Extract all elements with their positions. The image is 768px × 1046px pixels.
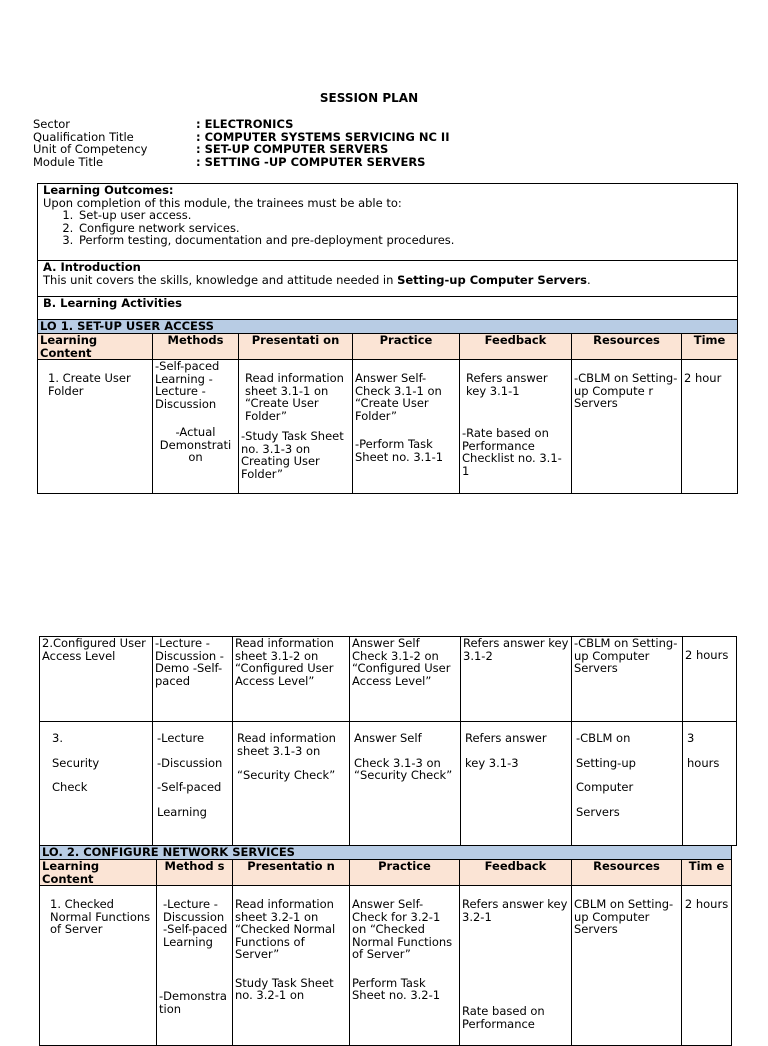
row-content: 3. Security Check <box>40 722 153 846</box>
table-row <box>40 722 737 846</box>
outcome-item: 1. Set-up user access. <box>77 209 732 222</box>
col-time: Time <box>682 334 738 360</box>
row-time: 2 hour <box>682 360 738 494</box>
col-methods: Methods <box>153 334 239 360</box>
row-content: 2.Configured User Access Level <box>40 637 153 722</box>
activities-heading: B. Learning Activities <box>43 296 182 310</box>
session-table-2 <box>39 636 737 846</box>
col-presentation: Presentatio n <box>233 860 350 886</box>
session-table-1 <box>37 183 738 494</box>
page-title: SESSION PLAN <box>319 91 419 105</box>
row-presentation: Read information sheet 3.1-1 on “Create User Folder” -Study Task Sheet no. 3.1-3 on Creating User Folder” <box>239 360 353 494</box>
col-resources: Resources <box>572 860 682 886</box>
col-feedback: Feedback <box>460 860 572 886</box>
introduction-heading: A. Introduction <box>43 260 141 274</box>
qualification-label: Qualification Title <box>33 130 134 144</box>
row-presentation: Read information sheet 3.1-2 on “Configured User Access Level” <box>233 637 350 722</box>
col-time: Tim e <box>682 860 732 886</box>
row-feedback: Refers answer key 3.1-1 -Rate based on Performance Checklist no. 3.1-1 <box>460 360 572 494</box>
row-time: 3 hours <box>683 722 737 846</box>
col-resources: Resources <box>572 334 682 360</box>
activities-cell <box>38 297 738 320</box>
row-resources: -CBLM on Setting-up Computer Servers <box>572 637 683 722</box>
row-content: 1. Checked Normal Functions of Server <box>40 886 157 1046</box>
table-row <box>40 886 732 1046</box>
row-resources: CBLM on Setting-up Computer Servers <box>572 886 682 1046</box>
row-feedback: Refers answer key 3.1-3 <box>461 722 572 846</box>
introduction-text: This unit covers the skills, knowledge and attitude needed in Setting-up Computer Servers. <box>43 272 591 287</box>
outcome-item: 3. Perform testing, documentation and pre-deployment procedures. <box>77 234 732 247</box>
outcome-item: 2. Configure network services. <box>77 222 732 235</box>
lo1-heading: LO 1. SET-UP USER ACCESS <box>38 320 738 334</box>
unit-label: Unit of Competency <box>33 142 148 156</box>
learning-outcomes-cell <box>38 184 738 261</box>
row-content: 1. Create User Folder <box>38 360 153 494</box>
module-value: : SETTING -UP COMPUTER SERVERS <box>196 155 426 169</box>
row-practice: Answer Self-Check for 3.2-1 on “Checked Normal Functions of Server” Perform Task Sheet no. 3.2-1 <box>350 886 460 1046</box>
row-methods: -Lecture -Discussion -Demo -Self-paced <box>153 637 233 722</box>
introduction-cell <box>38 261 738 297</box>
row-methods: -Self-paced Learning -Lecture -Discussion -Actual Demonstrati on <box>153 360 239 494</box>
row-time: 2 hours <box>683 637 737 722</box>
learning-outcomes-intro: Upon completion of this module, the trainees must be able to: <box>43 195 402 210</box>
col-practice: Practice <box>350 860 460 886</box>
module-label: Module Title <box>33 155 104 169</box>
row-practice: Answer Self Check 3.1-2 on “Configured User Access Level” <box>350 637 461 722</box>
sector-label: Sector <box>33 117 70 131</box>
row-presentation: Read information sheet 3.2-1 on “Checked Normal Functions of Server” Study Task Sheet no. 3.2-1 on <box>233 886 350 1046</box>
row-time: 2 hours <box>682 886 732 1046</box>
qualification-value: : COMPUTER SYSTEMS SERVICING NC II <box>196 130 450 144</box>
col-learning-content: Learning Content <box>38 334 153 360</box>
session-table-3 <box>39 845 732 1046</box>
row-feedback: Refers answer key 3.1-2 <box>461 637 572 722</box>
table-row <box>40 637 737 722</box>
learning-outcomes-heading: Learning Outcomes: <box>43 183 174 197</box>
row-resources: -CBLM on Setting-up Compute r Servers <box>572 360 682 494</box>
lo2-heading: LO. 2. CONFIGURE NETWORK SERVICES <box>40 846 732 860</box>
col-practice: Practice <box>353 334 460 360</box>
sector-value: : ELECTRONICS <box>196 117 294 131</box>
row-resources: -CBLM on Setting-up Computer Servers <box>572 722 683 846</box>
unit-value: : SET-UP COMPUTER SERVERS <box>196 142 389 156</box>
col-learning-content: Learning Content <box>40 860 157 886</box>
row-practice: Answer Self-Check 3.1-1 on “Create User Folder” -Perform Task Sheet no. 3.1-1 <box>353 360 460 494</box>
col-presentation: Presentati on <box>239 334 353 360</box>
row-presentation: Read information sheet 3.1-3 on “Security Check” <box>233 722 350 846</box>
col-methods: Method s <box>157 860 233 886</box>
table-row <box>38 360 738 494</box>
col-feedback: Feedback <box>460 334 572 360</box>
row-feedback: Refers answer key 3.2-1 Rate based on Performance <box>460 886 572 1046</box>
row-methods: -Lecture -Discussion -Self-paced Learning -Demonstra tion <box>157 886 233 1046</box>
learning-outcomes-list <box>43 209 732 247</box>
row-practice: Answer Self Check 3.1-3 on “Security Check” <box>350 722 461 846</box>
row-methods: -Lecture -Discussion -Self-paced Learning <box>153 722 233 846</box>
